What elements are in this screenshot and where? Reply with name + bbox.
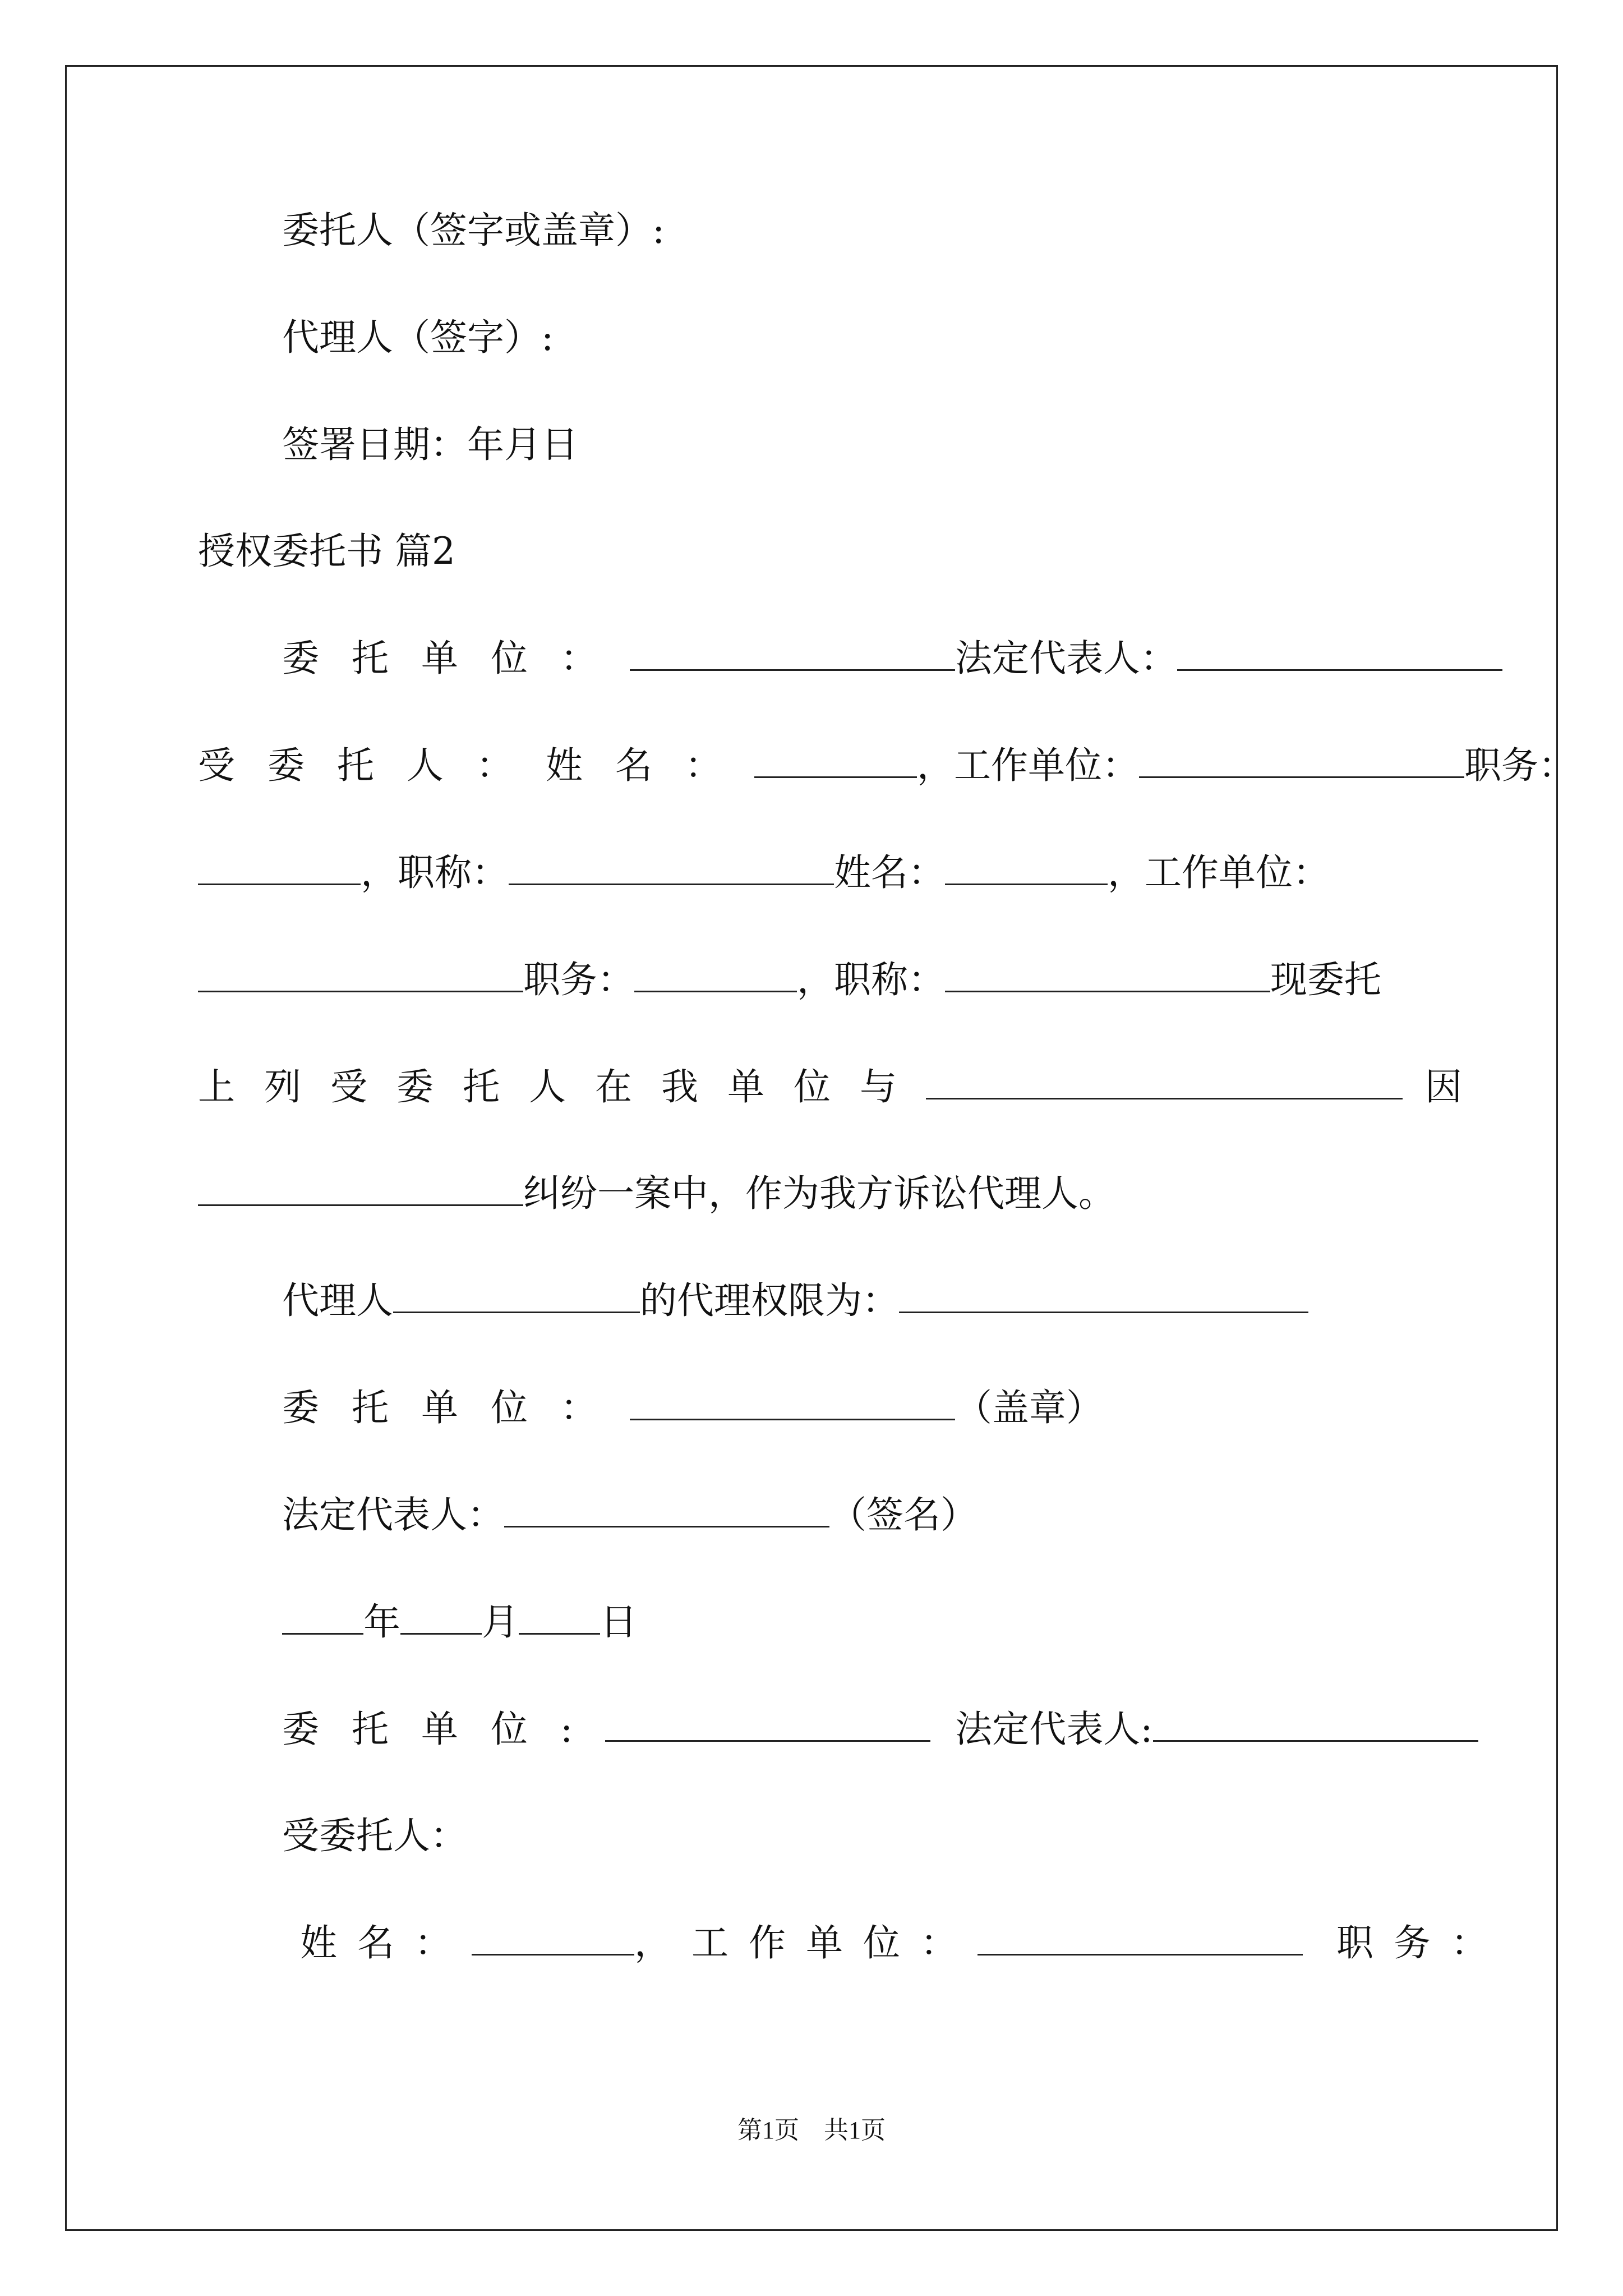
line-agent-label — [282, 1811, 467, 1861]
text: 因 — [1425, 1065, 1462, 1108]
text: ，职称： — [797, 958, 945, 1001]
blank-field — [634, 955, 797, 992]
blank-field — [630, 633, 955, 671]
text: 姓名： — [300, 1921, 472, 1964]
line-agent-info-4 — [300, 1918, 1508, 1968]
text: ，职称： — [361, 851, 509, 894]
text: 法定代表人： — [955, 637, 1177, 680]
text: ，工作单位： — [634, 1921, 978, 1964]
text: 委托单位： — [282, 637, 630, 680]
blank-field — [754, 740, 917, 778]
line-principal-sign — [282, 205, 665, 256]
text: 的代理权限为： — [640, 1279, 899, 1322]
blank-field — [605, 1704, 930, 1742]
text: 现委托 — [1270, 958, 1381, 1001]
text: （盖章） — [955, 1386, 1103, 1429]
blank-field — [519, 1597, 600, 1635]
text: 职务： — [1336, 1921, 1508, 1964]
text: 签署日期：年月日 — [282, 423, 578, 466]
blank-field — [198, 848, 361, 885]
line-rep-sign — [282, 1490, 978, 1540]
section-heading — [198, 526, 455, 577]
text: 委托单位： — [282, 1386, 630, 1429]
line-unit-rep — [282, 633, 1502, 684]
blank-field — [393, 1276, 640, 1313]
text: 职务： — [523, 958, 634, 1001]
text: 受委托人：姓名： — [198, 744, 754, 787]
blank-field — [504, 1490, 829, 1527]
blank-field — [926, 1062, 1403, 1099]
blank-field — [198, 1168, 523, 1206]
blank-field — [282, 1597, 363, 1635]
blank-field — [1177, 633, 1502, 671]
text: 年 — [363, 1600, 400, 1644]
line-case-dispute — [198, 1168, 1115, 1219]
blank-field — [509, 848, 834, 885]
blank-field — [978, 1918, 1303, 1955]
line-agent-info-3 — [198, 955, 1381, 1005]
blank-field — [472, 1918, 634, 1955]
text: 代理人 — [282, 1279, 393, 1322]
line-agent-info-1 — [198, 740, 1575, 791]
line-case-parties — [198, 1062, 1462, 1112]
blank-field — [198, 955, 523, 992]
text: 委托单位: — [282, 1708, 606, 1751]
heading-text: 授权委托书 篇2 — [198, 530, 455, 573]
text: 法定代表人： — [282, 1493, 504, 1536]
text: 上列受委托人在我单位与 — [198, 1065, 926, 1108]
text: 法定代表人: — [955, 1708, 1153, 1751]
text: 姓名： — [834, 851, 945, 894]
blank-field — [1153, 1704, 1478, 1742]
text: 日 — [600, 1600, 637, 1644]
line-sign-date — [282, 420, 578, 470]
line-agent-info-2 — [198, 848, 1330, 898]
line-unit-seal — [282, 1383, 1103, 1433]
blank-field — [1139, 740, 1464, 778]
text: ，工作单位： — [1108, 851, 1330, 894]
line-agent-authority — [282, 1276, 1308, 1326]
text: 职务： — [1464, 744, 1575, 787]
text: 月 — [482, 1600, 519, 1644]
blank-field — [630, 1383, 955, 1420]
page-footer: 第1页 共1页 — [737, 2116, 886, 2144]
text: 受委托人： — [282, 1814, 467, 1857]
page-border — [65, 65, 1558, 2231]
blank-field — [400, 1597, 482, 1635]
text: （签名） — [829, 1493, 978, 1536]
text: 代理人（签字）: — [282, 316, 554, 359]
blank-field — [899, 1276, 1308, 1313]
blank-field — [945, 955, 1270, 992]
line-agent-sign — [282, 312, 554, 363]
line-date-blanks — [282, 1597, 637, 1648]
line-unit-rep-2 — [282, 1704, 1478, 1755]
blank-field — [945, 848, 1108, 885]
text: 纠纷一案中，作为我方诉讼代理人。 — [523, 1172, 1115, 1215]
text: 委托人（签字或盖章）: — [282, 209, 665, 252]
text: ，工作单位： — [917, 744, 1139, 787]
